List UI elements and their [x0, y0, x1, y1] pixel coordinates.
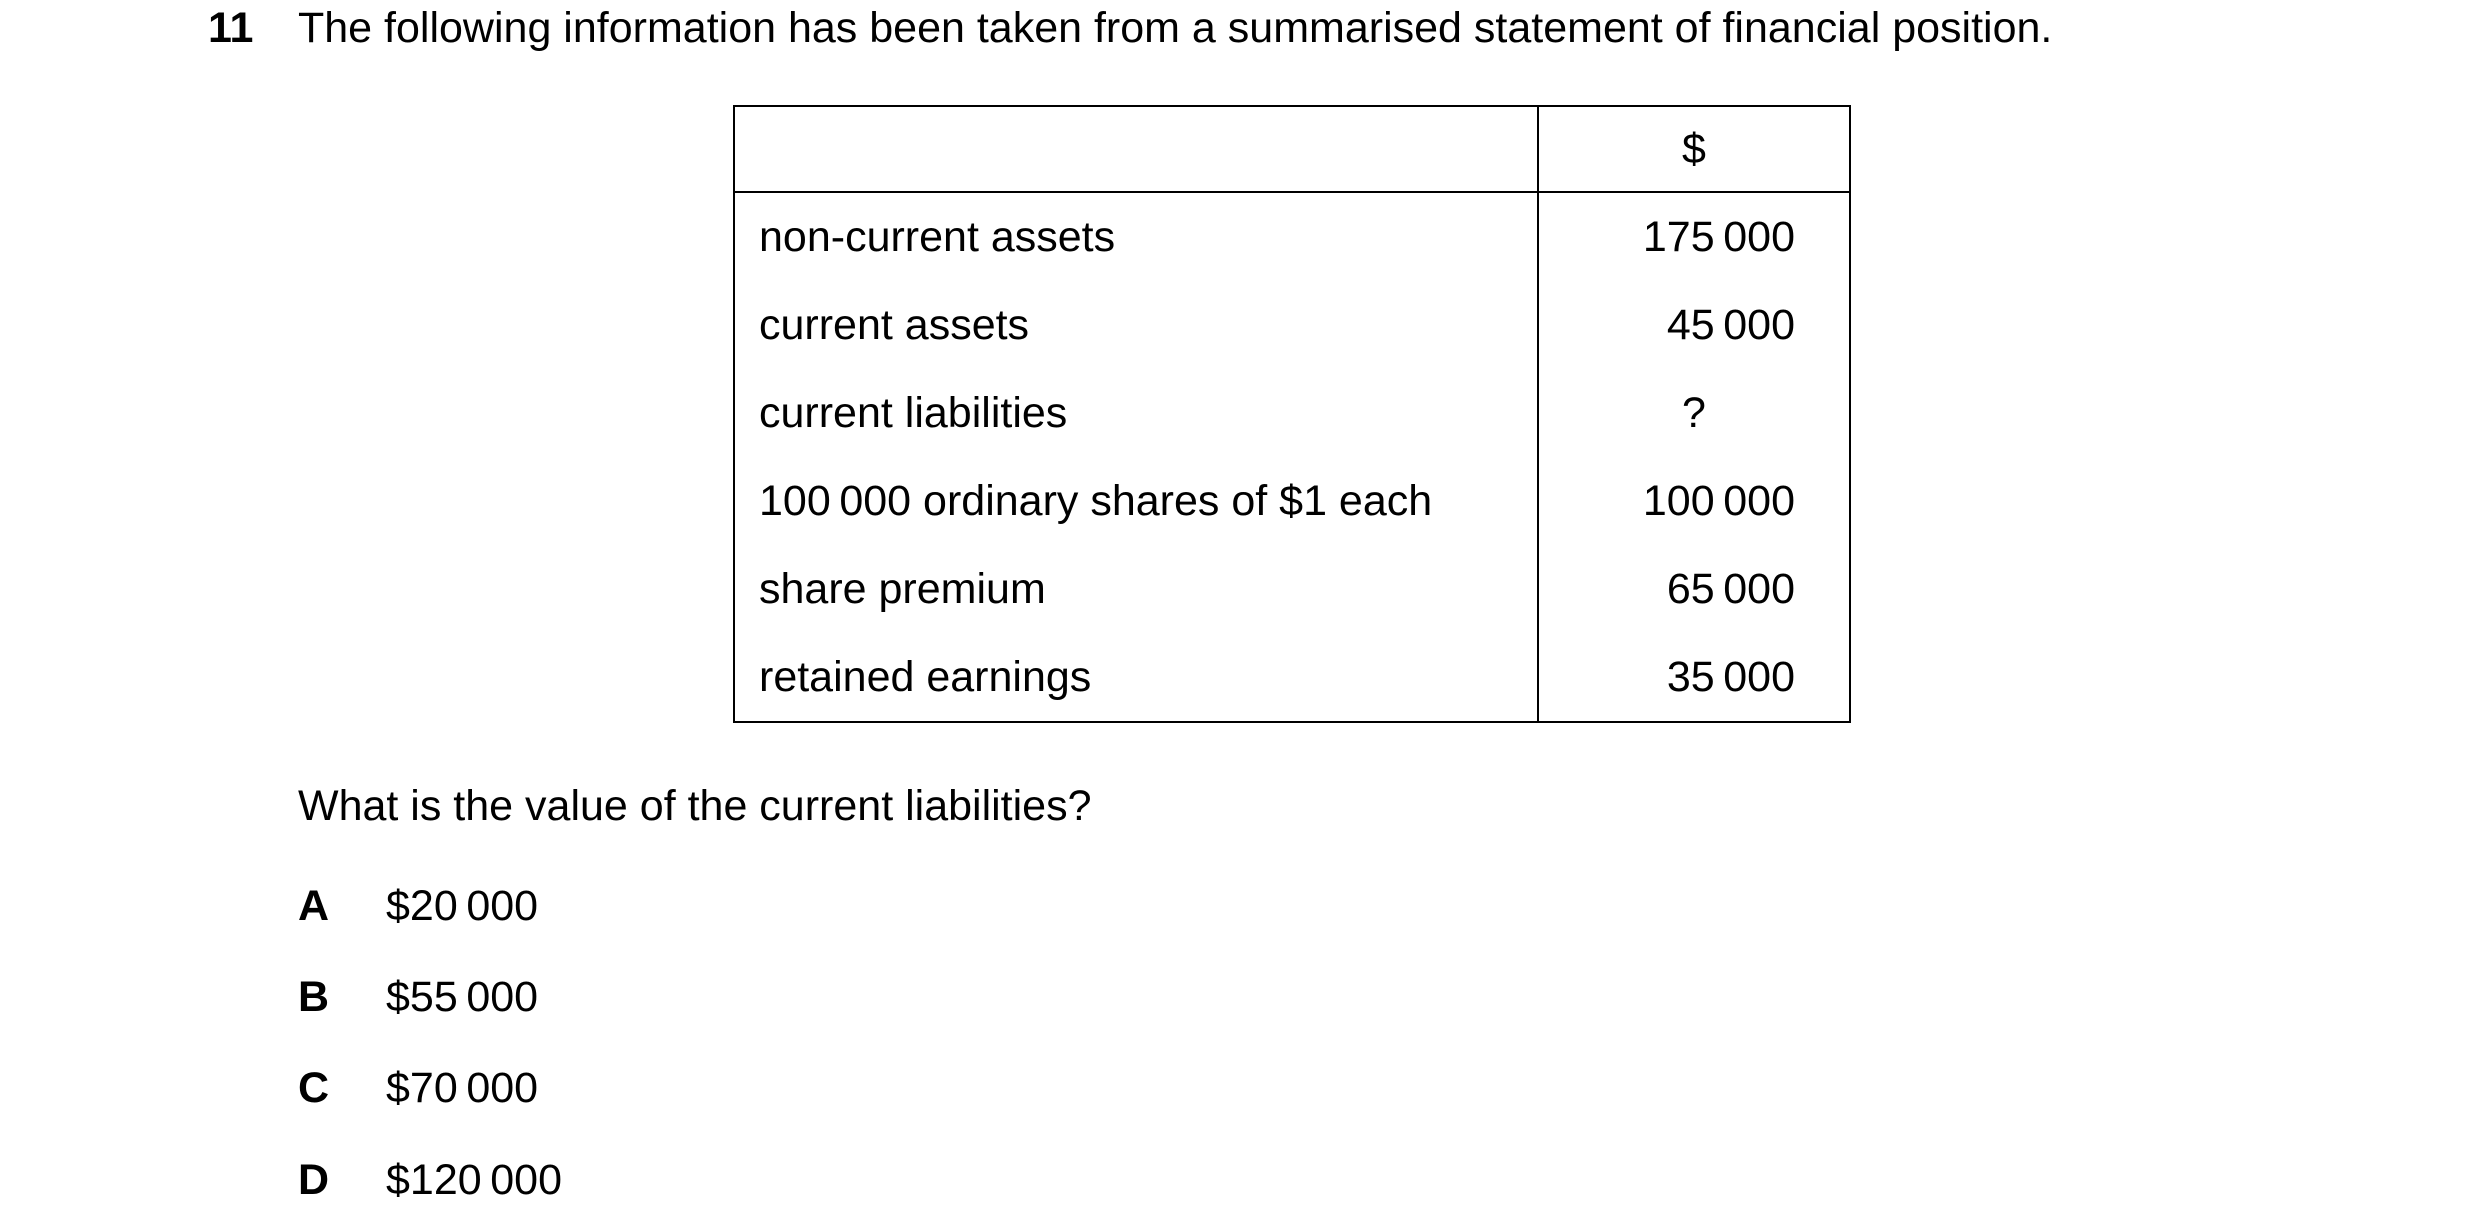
header-label-cell — [734, 106, 1538, 192]
table-row — [734, 369, 1850, 457]
option-letter: C — [298, 1064, 330, 1112]
row-label: share premium — [734, 545, 1538, 633]
table-row — [734, 281, 1850, 369]
option-letter: D — [298, 1156, 330, 1204]
question-prompt: What is the value of the current liabilities? — [298, 782, 1092, 830]
row-label: retained earnings — [734, 633, 1538, 722]
table-row — [734, 545, 1850, 633]
financial-position-table — [733, 105, 1851, 723]
option-text: $55 000 — [386, 973, 539, 1021]
row-label: 100 000 ordinary shares of $1 each — [734, 457, 1538, 545]
option-text: $20 000 — [386, 882, 539, 930]
option-b[interactable] — [298, 969, 538, 1025]
row-value-unknown: ? — [1682, 388, 1706, 437]
header-currency-cell: $ — [1538, 106, 1850, 192]
option-text: $120 000 — [386, 1156, 563, 1204]
row-value: 175 000 — [1642, 212, 1795, 261]
row-label: current liabilities — [734, 369, 1538, 457]
table-header-row — [734, 106, 1850, 192]
table-row — [734, 633, 1850, 722]
option-letter: B — [298, 973, 330, 1021]
table-row — [734, 192, 1850, 281]
row-value: 100 000 — [1642, 476, 1795, 525]
row-value: 65 000 — [1666, 564, 1795, 613]
row-value: 45 000 — [1666, 300, 1795, 349]
row-label: non-current assets — [734, 192, 1538, 281]
option-text: $70 000 — [386, 1064, 539, 1112]
question-stem: The following information has been taken from a summarised statement of financial position. — [298, 4, 2053, 52]
row-label: current assets — [734, 281, 1538, 369]
option-letter: A — [298, 882, 330, 930]
table-row — [734, 457, 1850, 545]
option-a[interactable] — [298, 878, 538, 934]
row-value: 35 000 — [1666, 652, 1795, 701]
option-c[interactable] — [298, 1060, 538, 1116]
option-d[interactable] — [298, 1152, 562, 1208]
question-number: 11 — [208, 4, 254, 52]
